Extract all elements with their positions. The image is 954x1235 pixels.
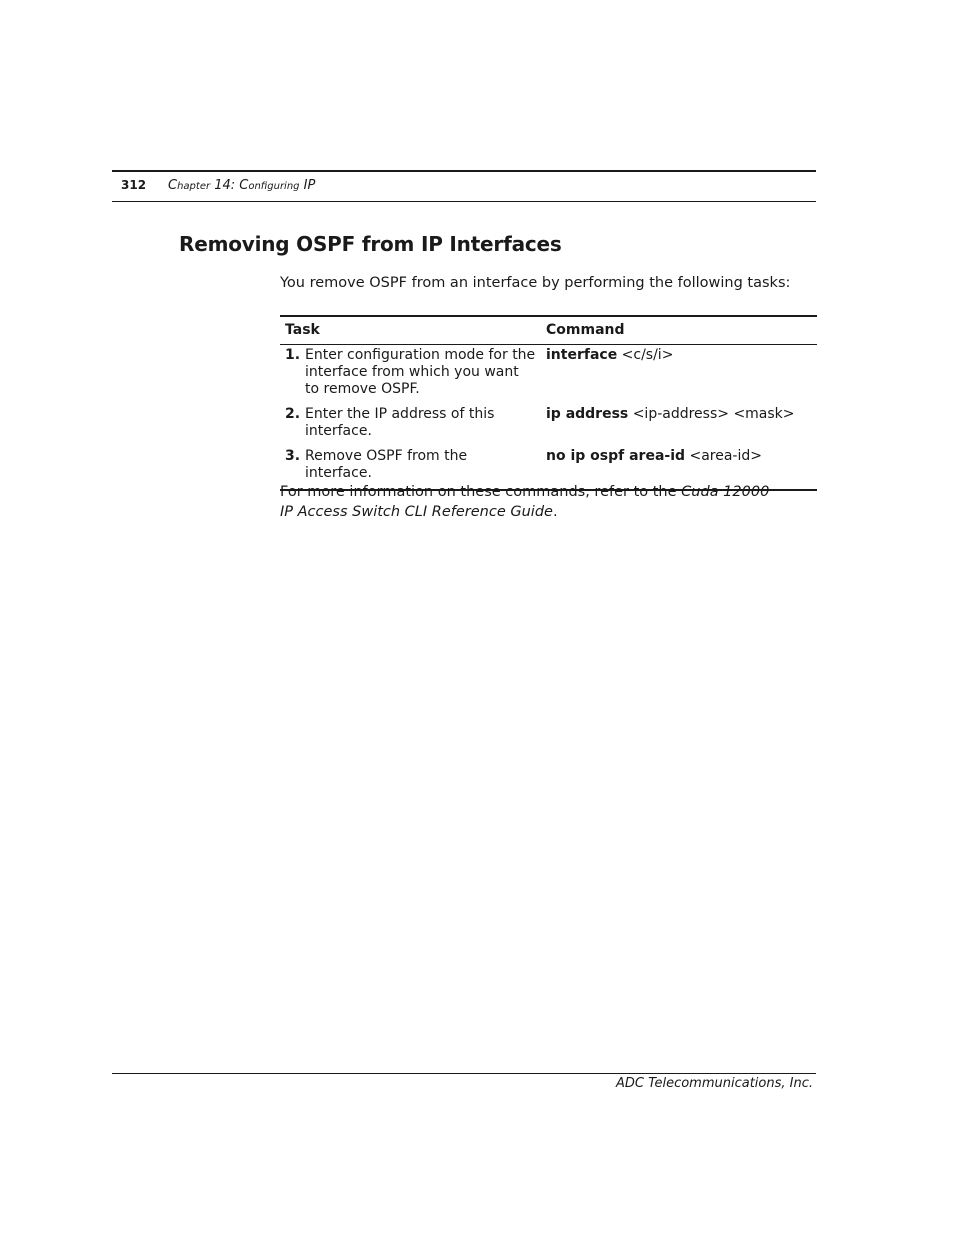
command-keyword: no ip ospf area-id (546, 448, 686, 464)
header-command: Command (541, 316, 817, 345)
chapter-title: Chapter 14: Configuring IP (168, 178, 316, 193)
page-number: 312 (121, 178, 147, 192)
command-args: <c/s/i> (617, 347, 674, 363)
step-text: Enter configuration mode for the interface from which you want to remove OSPF. (305, 347, 536, 397)
step-number: 2. (285, 406, 301, 422)
step-number: 1. (285, 347, 301, 363)
command-keyword: ip address (546, 406, 629, 422)
footer-company: ADC Telecommunications, Inc. (616, 1076, 813, 1091)
guide-title: Cuda 12000 IP Access Switch CLI Reference Guide (280, 484, 770, 520)
running-header (121, 178, 315, 196)
step-text: Enter the IP address of this interface. (305, 406, 495, 439)
table-row (280, 406, 817, 448)
command-keyword: interface (546, 347, 618, 363)
command-args: <ip-address> <mask> (628, 406, 795, 422)
header-rule-bottom (112, 201, 816, 202)
table-header-row (280, 316, 817, 345)
command-cell (541, 345, 817, 407)
header-rule-top (112, 170, 816, 172)
table-row (280, 345, 817, 407)
task-cell (280, 345, 541, 407)
intro-paragraph: You remove OSPF from an interface by performing the following tasks: (280, 275, 791, 291)
section-title: Removing OSPF from IP Interfaces (179, 232, 562, 256)
step-text: Remove OSPF from the interface. (305, 448, 468, 481)
step-number: 3. (285, 448, 301, 464)
task-cell (280, 406, 541, 448)
header-task: Task (280, 316, 541, 345)
command-cell (541, 406, 817, 448)
reference-paragraph: For more information on these commands, refer to the Cuda 12000 IP Access Switch CLI Reference Guide. (280, 484, 770, 520)
command-args: <area-id> (685, 448, 762, 464)
footer-rule (112, 1073, 816, 1074)
task-table (280, 315, 817, 491)
